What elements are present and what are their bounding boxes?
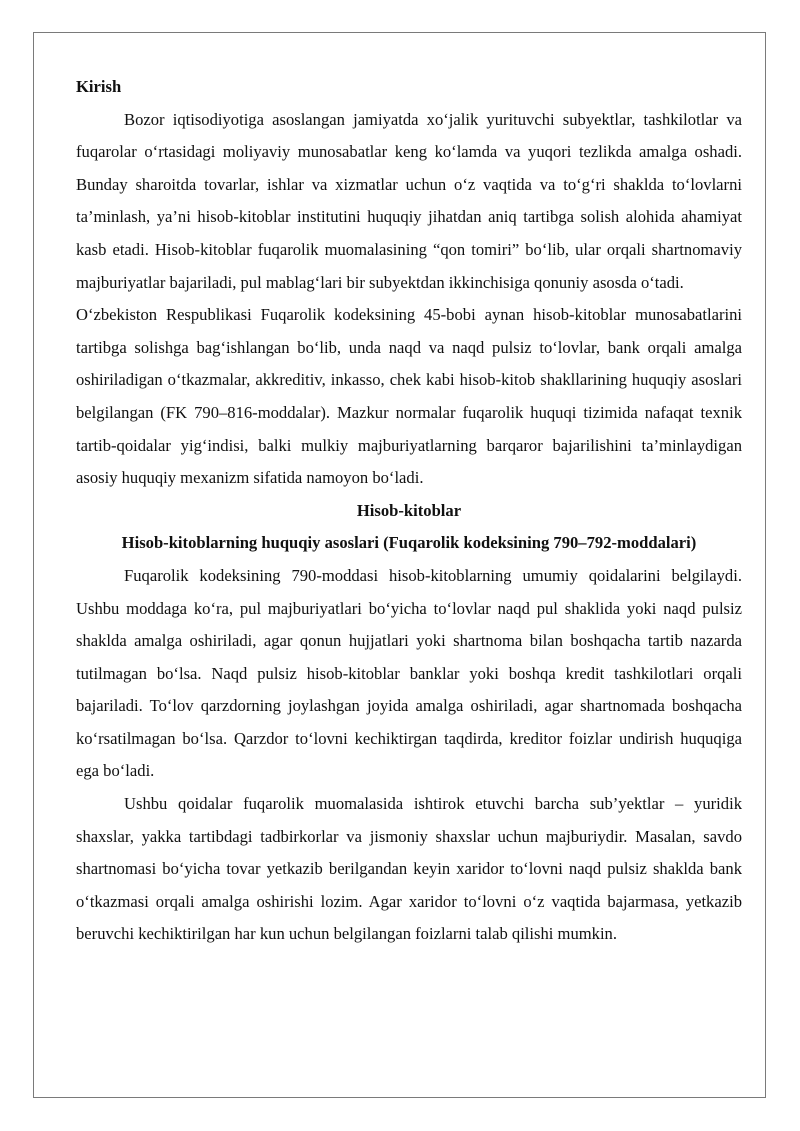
document-body xyxy=(76,71,742,951)
section-heading: Hisob-kitoblar xyxy=(356,500,462,520)
intro-paragraph-2: O‘zbekiston Respublikasi Fuqarolik kodeksining 45-bobi aynan hisob-kitoblar munosabatlarini tartibga solishga bag‘ishlangan bo‘lib, unda naqd va naqd pulsiz to‘lovlar, bank orqali amalga oshiriladigan o‘tkazmalar, akkreditiv, inkasso, chek kabi hisob-kitob shakllarining huquqiy asoslari belgilangan (FK 790–816-moddalar). Mazkur normalar fuqarolik huquqi tizimida nafaqat texnik tartib-qoidalar yig‘indisi, balki mulkiy majburiyatlarning barqaror bajarilishini ta’minlaydigan asosiy huquqiy mexanizm sifatida namoyon bo‘ladi. xyxy=(76,305,742,488)
intro-paragraph-1: Bozor iqtisodiyotiga asoslangan jamiyatda xo‘jalik yurituvchi subyektlar, tashkilotlar va fuqarolar o‘rtasidagi moliyaviy munosabatlar keng ko‘lamda va yuqori tezlikda amalga oshadi. Bunday sharoitda tovarlar, ishlar va xizmatlar uchun o‘z vaqtida va to‘g‘ri shaklda to‘lovlarni ta’minlash, ya’ni hisob-kitoblar institutini huquqiy jihatdan aniq tartibga solish alohida ahamiyat kasb etadi. Hisob-kitoblar fuqarolik muomalasining “qon tomiri” bo‘lib, ular orqali shartnomaviy majburiyatlar bajariladi, pul mablag‘lari bir subyektdan ikkinchisiga qonuniy asosda o‘tadi. xyxy=(76,109,742,292)
intro-heading: Kirish xyxy=(76,77,122,96)
body-paragraph-2: Ushbu qoidalar fuqarolik muomalasida ishtirok etuvchi barcha sub’yektlar – yuridik shaxslar, yakka tartibdagi tadbirkorlar va jismoniy shaxslar uchun majburiydir. Masalan, savdo shartnomasi bo‘yicha tovar yetkazib berilgandan keyin xaridor to‘lovni naqd pulsiz shaklda bank o‘tkazmasi orqali amalga oshirishi lozim. Agar xaridor to‘lovni o‘z vaqtida bajarmasa, yetkazib beruvchi kechiktirilgan har kun uchun belgilangan foizlarni talab qilishi mumkin. xyxy=(76,794,742,944)
subsection-heading: Hisob-kitoblarning huquqiy asoslari (Fuqarolik kodeksining 790–792-moddalari) xyxy=(121,533,697,553)
body-paragraph-1: Fuqarolik kodeksining 790-moddasi hisob-kitoblarning umumiy qoidalarini belgilaydi. Ushbu moddaga ko‘ra, pul majburiyatlari bo‘yicha to‘lovlar naqd pul shaklida yoki naqd pulsiz shaklda amalga oshiriladi, agar qonun hujjatlari yoki shartnoma bilan boshqacha tartib nazarda tutilmagan bo‘lsa. Naqd pulsiz hisob-kitoblar banklar yoki boshqa kredit tashkilotlari orqali bajariladi. To‘lov qarzdorning joylashgan joyida amalga oshiriladi, agar shartnomada boshqacha ko‘rsatilmagan bo‘lsa. Qarzdor to‘lovni kechiktirgan taqdirda, kreditor foizlar undirish huquqiga ega bo‘ladi. xyxy=(76,565,742,781)
